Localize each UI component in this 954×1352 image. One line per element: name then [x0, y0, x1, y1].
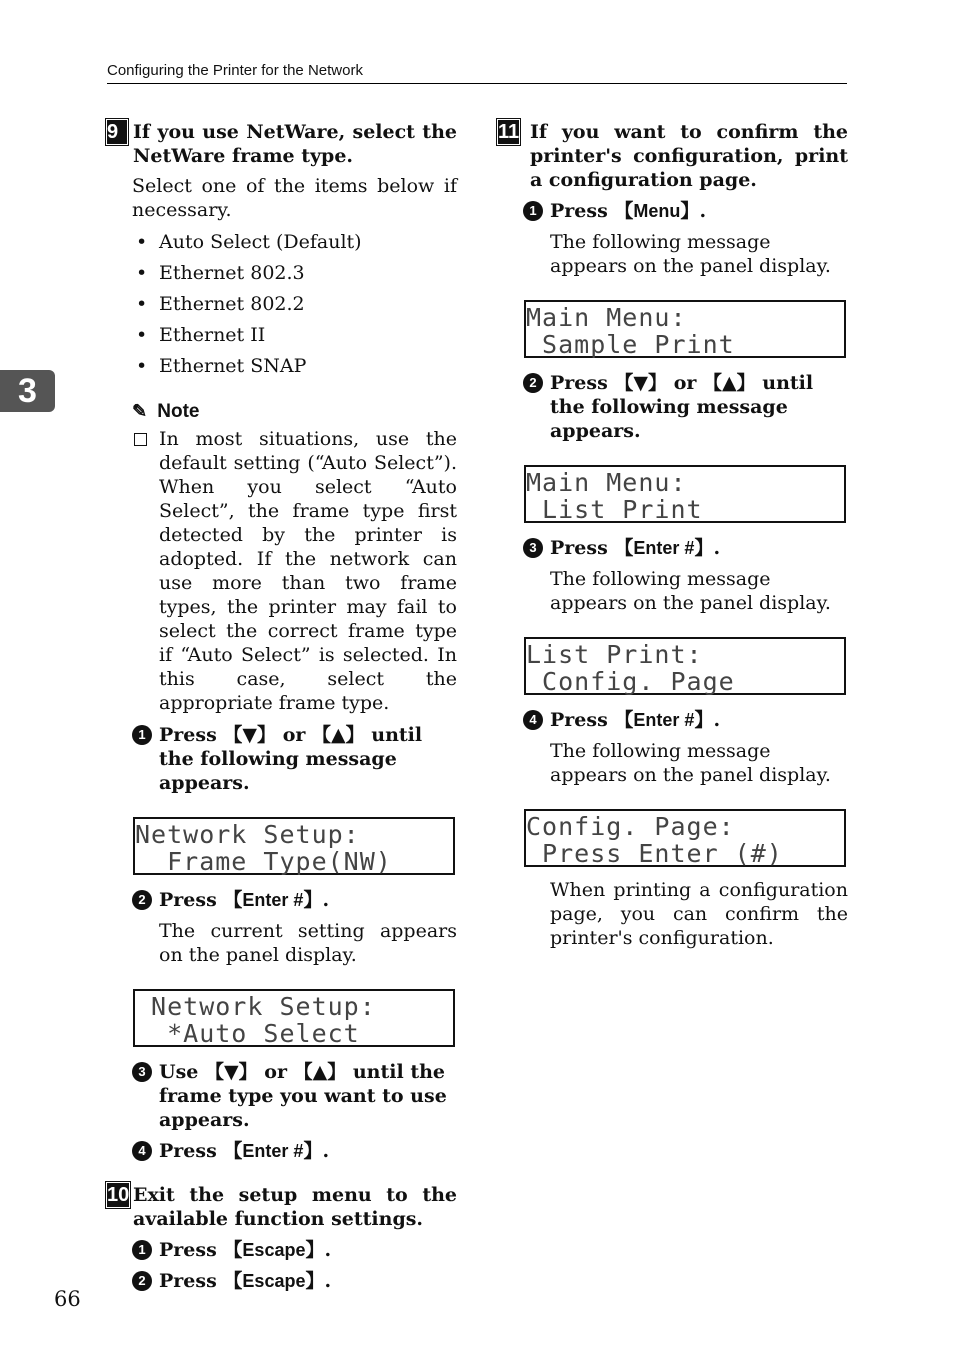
substep-11c-text: The following message appears on the panel display.: [550, 568, 831, 614]
note-label: Note: [157, 401, 200, 422]
lcd-display: [524, 465, 846, 523]
enter-key: Enter #: [633, 710, 695, 730]
pencil-icon: ✎: [132, 401, 148, 421]
note-item: [132, 427, 457, 715]
down-arrow-key: ▼: [633, 372, 649, 394]
step-9-title: If you use NetWare, select the NetWare frame type.: [133, 121, 457, 167]
down-arrow-key: ▼: [242, 724, 258, 746]
closing-text: When printing a configuration page, you can confirm the printer's configuration.: [550, 879, 848, 949]
step-number-11: 11: [496, 118, 521, 146]
substep-10a: 1 Press 【Escape】.: [105, 1238, 457, 1262]
list-item: • Ethernet 802.2: [132, 292, 457, 323]
down-arrow-key: ▼: [224, 1061, 239, 1083]
page-number: 66: [54, 1287, 81, 1311]
substep-9d: 4 Press 【Enter #】.: [105, 1139, 457, 1163]
lcd-line-2: List Print: [526, 495, 703, 524]
substep-10b: 2 Press 【Escape】.: [105, 1269, 457, 1293]
step-10-heading: [105, 1183, 457, 1231]
header-title: Configuring the Printer for the Network: [107, 62, 363, 79]
up-arrow-key: ▲: [331, 724, 346, 746]
substep-11d: 4 Press 【Enter #】.: [496, 708, 848, 732]
enter-key: Enter #: [242, 1141, 304, 1161]
escape-key: Escape: [242, 1240, 306, 1260]
enter-key: Enter #: [242, 890, 304, 910]
lcd-line-2: Config. Page: [526, 667, 735, 696]
step-9-heading: [105, 120, 457, 168]
lcd-display: [133, 817, 455, 875]
lcd-line-1: Main Menu:: [526, 468, 687, 497]
up-arrow-key: ▲: [312, 1061, 328, 1083]
frame-type-list: [132, 230, 457, 385]
list-item: • Ethernet II: [132, 323, 457, 354]
substep-11a: 1 Press 【Menu】.: [496, 199, 848, 223]
substep-number-icon: 1: [132, 1240, 152, 1260]
up-arrow-key: ▲: [722, 372, 737, 394]
enter-key: Enter #: [633, 538, 695, 558]
list-item: • Ethernet 802.3: [132, 261, 457, 292]
substep-number-icon: 1: [523, 201, 543, 221]
lcd-line-2: Sample Print: [526, 330, 735, 359]
substep-number-icon: 2: [132, 890, 152, 910]
lcd-line-2: Press Enter (#): [526, 839, 783, 868]
lcd-line-2: Frame Type(NW): [135, 847, 392, 876]
lcd-line-1: Config. Page:: [526, 812, 735, 841]
substep-11c: 3 Press 【Enter #】.: [496, 536, 848, 560]
substep-number-icon: 3: [523, 538, 543, 558]
right-column: [496, 120, 848, 950]
menu-key: Menu: [633, 201, 681, 221]
note-heading: [132, 401, 457, 427]
lcd-display: [133, 989, 455, 1047]
substep-number-icon: 4: [132, 1141, 152, 1161]
lcd-line-1: List Print:: [526, 640, 703, 669]
step-10-title: Exit the setup menu to the available function settings.: [133, 1184, 457, 1230]
substep-number-icon: 3: [132, 1062, 152, 1082]
note-text: In most situations, use the default setting (“Auto Select”). When you select “Auto Select”, the frame type first detected by the printer is adopted. If the network can use more than two frame types, the printer may fail to select the correct frame type if “Auto Select” is selected. In this case, select the appropriate frame type.: [159, 428, 457, 714]
lcd-display: [524, 809, 846, 867]
step-11-heading: [496, 120, 848, 192]
substep-9b: 2 Press 【Enter #】.: [105, 888, 457, 912]
lcd-line-1: Network Setup:: [135, 820, 360, 849]
page-header: [107, 61, 847, 84]
substep-number-icon: 2: [132, 1271, 152, 1291]
substep-9c: 3 Use 【▼】 or 【▲】 until the frame type you want to use appears.: [105, 1060, 457, 1132]
substep-9b-text: The current setting appears on the panel display.: [159, 920, 457, 966]
lcd-display: [524, 637, 846, 695]
checkbox-icon: [134, 433, 147, 446]
lcd-line-2: *Auto Select: [135, 1019, 360, 1048]
escape-key: Escape: [242, 1271, 306, 1291]
substep-number-icon: 4: [523, 710, 543, 730]
step-number-9: 9: [105, 118, 129, 146]
step-number-10: 10: [105, 1181, 131, 1209]
list-item: • Auto Select (Default): [132, 230, 457, 261]
step-9-intro: Select one of the items below if necessary.: [132, 175, 457, 221]
left-column: [105, 120, 457, 1293]
chapter-tab: 3: [0, 370, 55, 412]
step-11-title: If you want to confirm the printer's configuration, print a configuration page.: [530, 121, 848, 191]
lcd-display: [524, 300, 846, 358]
substep-number-icon: 2: [523, 373, 543, 393]
substep-number-icon: 1: [132, 725, 152, 745]
lcd-line-1: Network Setup:: [135, 992, 376, 1021]
substep-11a-text: The following message appears on the panel display.: [550, 231, 831, 277]
list-item: • Ethernet SNAP: [132, 354, 457, 385]
substep-11b: 2 Press 【▼】 or 【▲】 until the following message appears.: [496, 371, 848, 443]
substep-11d-text: The following message appears on the panel display.: [550, 740, 831, 786]
substep-9a: 1 Press 【▼】 or 【▲】 until the following message appears.: [105, 723, 457, 795]
lcd-line-1: Main Menu:: [526, 303, 687, 332]
